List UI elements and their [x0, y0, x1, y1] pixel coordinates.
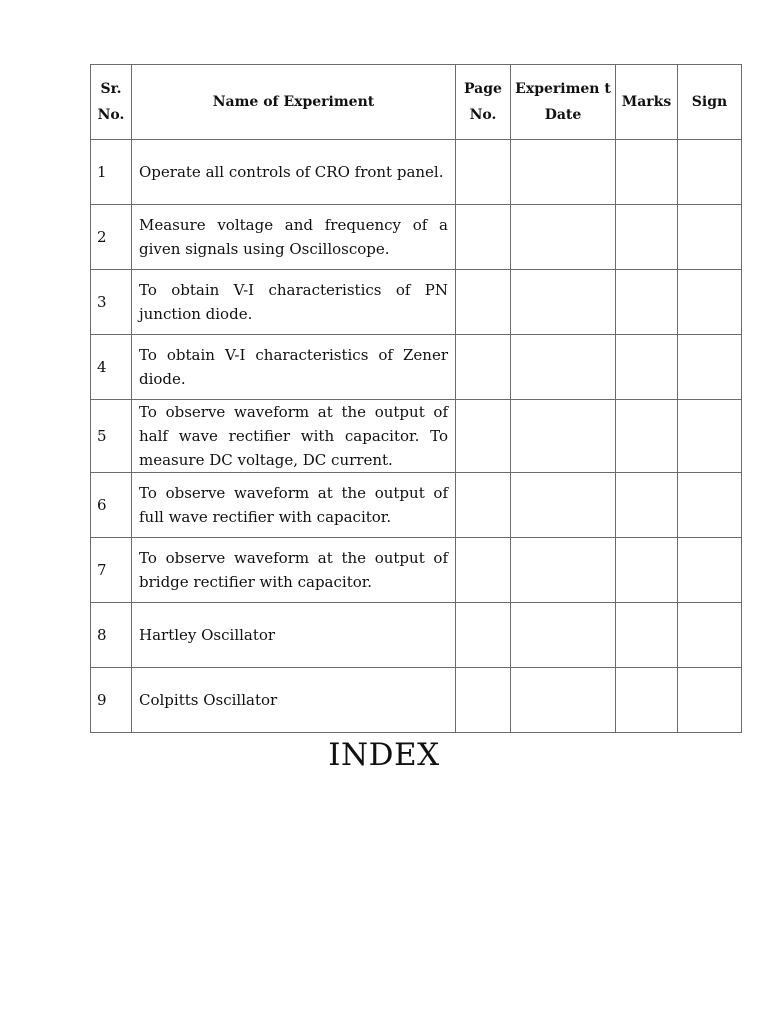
- row-page-no-cell: [456, 473, 511, 538]
- row-sign-cell: [678, 400, 742, 473]
- row-date-cell: [511, 473, 616, 538]
- table-row: [91, 473, 742, 538]
- header-experiment-date: Experimen t Date: [511, 65, 616, 140]
- row-marks-cell: [616, 473, 678, 538]
- row-sign-cell: [678, 473, 742, 538]
- row-sr-no: 9: [91, 668, 132, 733]
- row-marks-cell: [616, 205, 678, 270]
- table-row: [91, 603, 742, 668]
- row-marks-cell: [616, 335, 678, 400]
- row-experiment-name: Measure voltage and frequency of a given signals using Oscilloscope.: [132, 205, 456, 270]
- row-sr-no: 6: [91, 473, 132, 538]
- row-date-cell: [511, 668, 616, 733]
- row-date-cell: [511, 538, 616, 603]
- row-sr-no: 8: [91, 603, 132, 668]
- row-sr-no: 1: [91, 140, 132, 205]
- row-page-no-cell: [456, 668, 511, 733]
- header-sr-no: Sr. No.: [91, 65, 132, 140]
- table-row: [91, 270, 742, 335]
- row-experiment-name: Hartley Oscillator: [132, 603, 456, 668]
- row-marks-cell: [616, 603, 678, 668]
- row-page-no-cell: [456, 270, 511, 335]
- row-marks-cell: [616, 668, 678, 733]
- page-title: INDEX: [328, 737, 440, 773]
- table-row: [91, 205, 742, 270]
- row-experiment-name: To observe waveform at the output of half wave rectifier with capacitor. To measure DC voltage, DC current.: [132, 400, 456, 473]
- header-name-of-experiment: Name of Experiment: [132, 65, 456, 140]
- row-sign-cell: [678, 603, 742, 668]
- table-row: [91, 400, 742, 473]
- row-page-no-cell: [456, 603, 511, 668]
- row-experiment-name: To observe waveform at the output of bridge rectifier with capacitor.: [132, 538, 456, 603]
- row-sign-cell: [678, 140, 742, 205]
- row-experiment-name: To obtain V-I characteristics of PN junction diode.: [132, 270, 456, 335]
- row-sr-no: 3: [91, 270, 132, 335]
- table-row: [91, 335, 742, 400]
- row-date-cell: [511, 335, 616, 400]
- row-marks-cell: [616, 140, 678, 205]
- row-sr-no: 5: [91, 400, 132, 473]
- row-sign-cell: [678, 270, 742, 335]
- header-sign: Sign: [678, 65, 742, 140]
- table-row: [91, 538, 742, 603]
- experiment-index-table: [90, 64, 742, 733]
- row-experiment-name: Operate all controls of CRO front panel.: [132, 140, 456, 205]
- table-row: [91, 668, 742, 733]
- row-sr-no: 7: [91, 538, 132, 603]
- row-date-cell: [511, 205, 616, 270]
- row-page-no-cell: [456, 400, 511, 473]
- row-experiment-name: To obtain V-I characteristics of Zener diode.: [132, 335, 456, 400]
- row-marks-cell: [616, 270, 678, 335]
- row-page-no-cell: [456, 205, 511, 270]
- row-date-cell: [511, 400, 616, 473]
- row-date-cell: [511, 140, 616, 205]
- row-page-no-cell: [456, 140, 511, 205]
- row-sr-no: 2: [91, 205, 132, 270]
- row-sign-cell: [678, 668, 742, 733]
- row-sr-no: 4: [91, 335, 132, 400]
- header-marks: Marks: [616, 65, 678, 140]
- table-header-row: [91, 65, 742, 140]
- row-date-cell: [511, 603, 616, 668]
- header-page-no: Page No.: [456, 65, 511, 140]
- row-sign-cell: [678, 205, 742, 270]
- row-sign-cell: [678, 335, 742, 400]
- row-sign-cell: [678, 538, 742, 603]
- row-marks-cell: [616, 538, 678, 603]
- row-experiment-name: To observe waveform at the output of full wave rectifier with capacitor.: [132, 473, 456, 538]
- table-row: [91, 140, 742, 205]
- row-page-no-cell: [456, 538, 511, 603]
- row-date-cell: [511, 270, 616, 335]
- row-experiment-name: Colpitts Oscillator: [132, 668, 456, 733]
- row-marks-cell: [616, 400, 678, 473]
- row-page-no-cell: [456, 335, 511, 400]
